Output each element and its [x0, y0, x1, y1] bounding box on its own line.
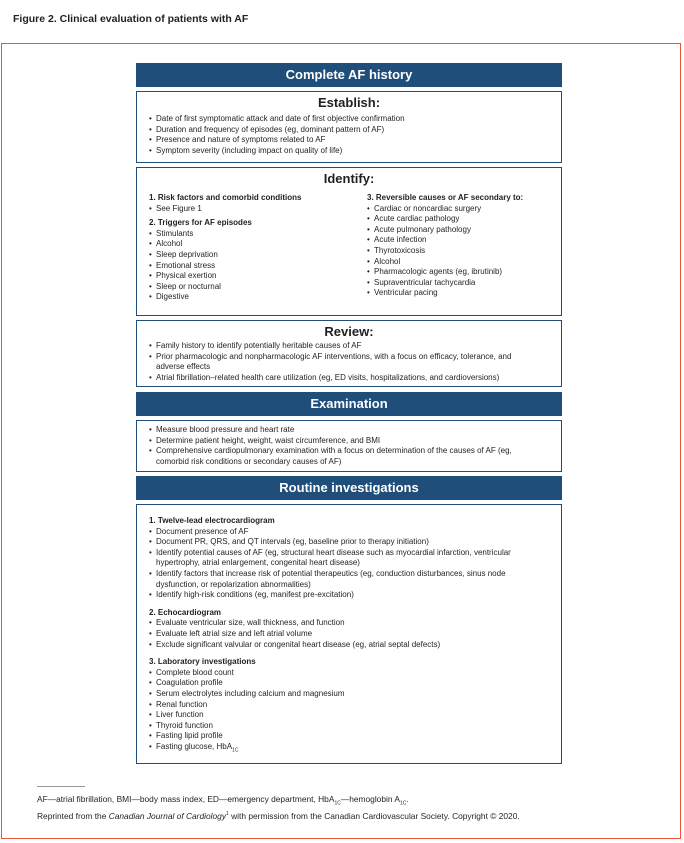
list-item: • Evaluate ventricular size, wall thickness, and function [149, 618, 549, 629]
list-item: • Serum electrolytes including calcium and magnesium [149, 689, 549, 700]
lab-heading: 3. Laboratory investigations [149, 657, 256, 667]
examination-box [136, 420, 562, 472]
review-box [136, 320, 562, 387]
list-item: • Document PR, QRS, and QT intervals (eg, baseline prior to therapy initiation) [149, 537, 519, 548]
list-item: • Atrial fibrillation–related health care utilization (eg, ED visits, hospitalizations, and cardioversions) [149, 373, 529, 384]
list-item: • Determine patient height, weight, waist circumference, and BMI [149, 436, 539, 447]
investigations-box [136, 504, 562, 764]
list-item: • Alcohol [149, 239, 349, 250]
triggers-list [149, 229, 349, 303]
list-item: • Prior pharmacologic and nonpharmacologic AF interventions, with a focus on efficacy, tolerance, and adverse effects [149, 352, 529, 373]
list-item: • Evaluate left atrial size and left atrial volume [149, 629, 549, 640]
list-item: • Coagulation profile [149, 678, 549, 689]
list-item: • Measure blood pressure and heart rate [149, 425, 539, 436]
list-item: • Acute infection [367, 235, 557, 246]
list-item: • Complete blood count [149, 668, 549, 679]
list-item: • Ventricular pacing [367, 288, 557, 299]
journal-name: Canadian Journal of Cardiology [108, 811, 227, 821]
triggers-heading: 2. Triggers for AF episodes [149, 218, 252, 228]
reference-superscript: 1 [226, 811, 229, 818]
list-item: • Alcohol [367, 257, 557, 268]
list-item: • Liver function [149, 710, 549, 721]
abbrev-end: . [406, 794, 409, 804]
abbreviations-footnote [37, 794, 409, 807]
lab-last-item-text: Fasting glucose, HbA [156, 741, 233, 751]
list-item: • Fasting lipid profile [149, 731, 549, 742]
reprint-footnote [37, 811, 520, 821]
list-item: • Supraventricular tachycardia [367, 278, 557, 289]
establish-list [149, 114, 549, 156]
abbrev-text: AF—atrial fibrillation, BMI—body mass index, ED—emergency department, HbA [37, 794, 335, 804]
identify-right-column [367, 193, 557, 299]
list-item: • Exclude significant valvular or congenital heart disease (eg, atrial septal defects) [149, 640, 549, 651]
list-item: • Pharmacologic agents (eg, ibrutinib) [367, 267, 557, 278]
identify-box [136, 167, 562, 316]
list-item: • Thyrotoxicosis [367, 246, 557, 257]
history-banner: Complete AF history [136, 63, 562, 87]
list-item [149, 742, 549, 753]
list-item: • Presence and nature of symptoms related to AF [149, 135, 549, 146]
abbrev-subscript: 1C [334, 800, 341, 807]
list-item: • Cardiac or noncardiac surgery [367, 204, 557, 215]
examination-list [149, 425, 549, 467]
echo-heading: 2. Echocardiogram [149, 607, 222, 617]
list-item: • Sleep deprivation [149, 250, 349, 261]
lab-last-item-subscript: 1C [232, 747, 239, 754]
reversible-list [367, 204, 557, 299]
ecg-list [149, 527, 549, 601]
list-item: • Sleep or nocturnal [149, 282, 349, 293]
ecg-heading: 1. Twelve-lead electrocardiogram [149, 516, 275, 525]
reprint-suffix: with permission from the Canadian Cardiovascular Society. Copyright © 2020. [228, 811, 520, 821]
identify-left-column [149, 193, 349, 303]
list-item: • Symptom severity (including impact on quality of life) [149, 146, 549, 157]
list-item: • See Figure 1 [149, 204, 349, 215]
risk-list [149, 204, 349, 215]
list-item: • Duration and frequency of episodes (eg, dominant pattern of AF) [149, 125, 549, 136]
establish-box [136, 91, 562, 163]
figure-title: Figure 2. Clinical evaluation of patients with AF [13, 13, 249, 25]
list-item: • Date of first symptomatic attack and date of first objective confirmation [149, 114, 549, 125]
review-title: Review: [324, 324, 374, 339]
reversible-heading: 3. Reversible causes or AF secondary to: [367, 193, 524, 202]
list-item: • Stimulants [149, 229, 349, 240]
investigations-banner: Routine investigations [136, 476, 562, 500]
identify-title: Identify: [323, 171, 375, 186]
abbrev-mid: —hemoglobin A [340, 794, 400, 804]
list-item: • Identify factors that increase risk of potential therapeutics (eg, conduction disturbances, sinus node dysfunction, or repolarization abnormalities) [149, 569, 519, 590]
list-item: • Renal function [149, 700, 549, 711]
list-item: • Identify potential causes of AF (eg, structural heart disease such as myocardial infarction, ventricular hypertrophy, atrial enlargement, congenital heart disease) [149, 548, 519, 569]
lab-list [149, 668, 549, 753]
footnote-rule [37, 786, 85, 787]
abbrev-subscript: 1C [399, 800, 407, 807]
review-list [149, 341, 549, 383]
echo-list [149, 618, 549, 650]
list-item: • Identify high-risk conditions (eg, manifest pre-excitation) [149, 590, 519, 601]
risk-heading: 1. Risk factors and comorbid conditions [149, 193, 302, 202]
list-item: • Document presence of AF [149, 527, 519, 538]
establish-title: Establish: [317, 95, 381, 110]
list-item: • Acute pulmonary pathology [367, 225, 557, 236]
list-item: • Family history to identify potentially heritable causes of AF [149, 341, 529, 352]
list-item: • Comprehensive cardiopulmonary examination with a focus on determination of the causes of AF (eg, comorbid risk conditions or secondary causes of AF) [149, 446, 539, 467]
list-item: • Emotional stress [149, 261, 349, 272]
reprint-text: Reprinted from the [37, 811, 109, 821]
list-item: • Digestive [149, 292, 349, 303]
list-item: • Thyroid function [149, 721, 549, 732]
examination-banner: Examination [136, 392, 562, 416]
list-item: • Physical exertion [149, 271, 349, 282]
list-item: • Acute cardiac pathology [367, 214, 557, 225]
